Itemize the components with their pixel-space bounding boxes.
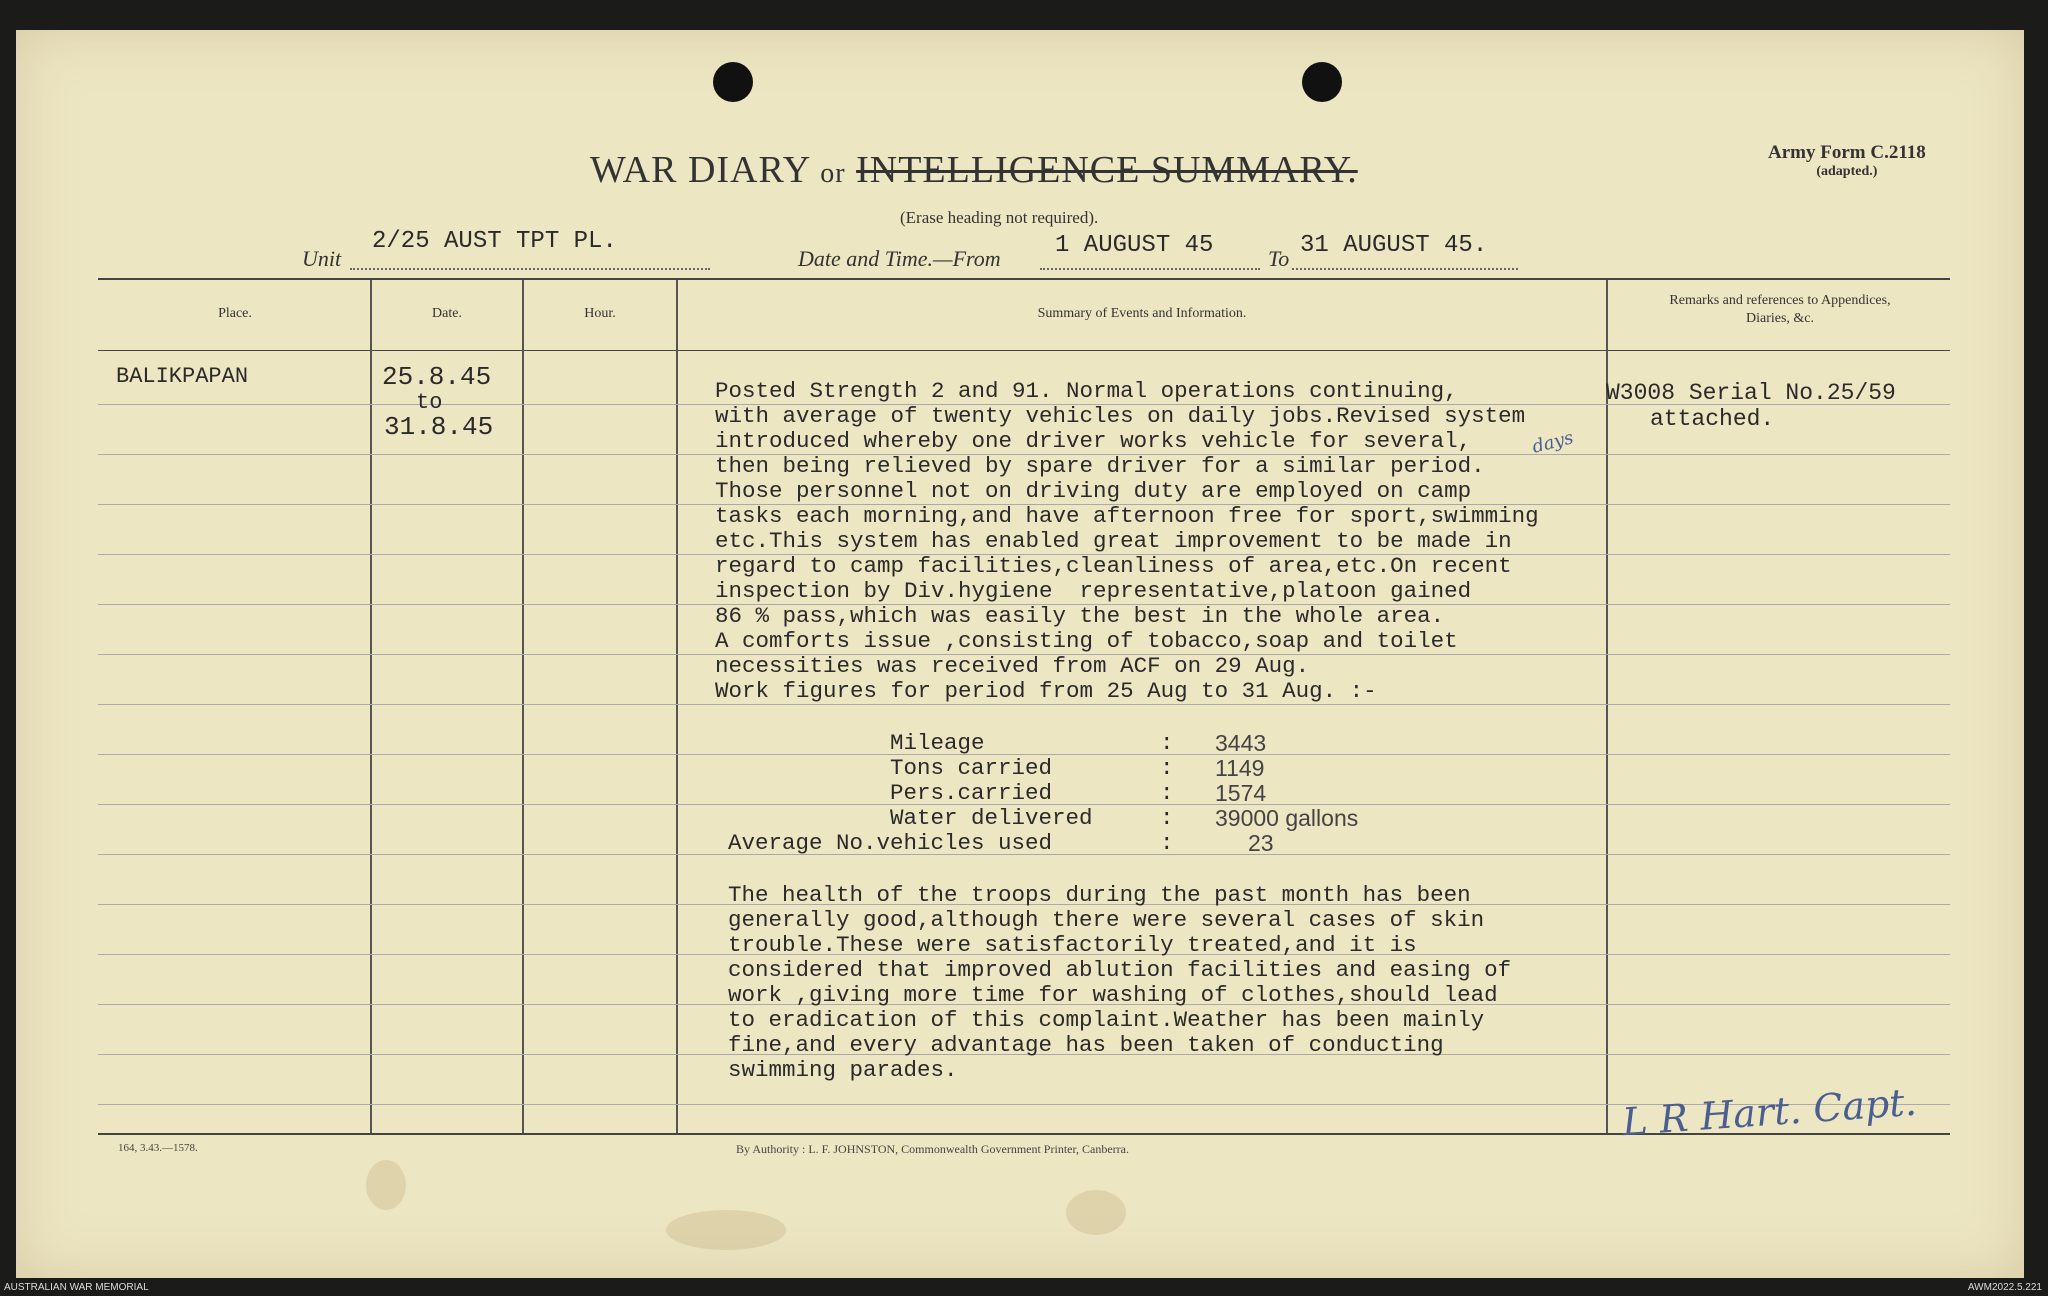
col-divider [522, 280, 524, 1133]
health-line: fine,and every advantage has been taken of conducting [728, 1032, 1444, 1058]
col-header-place: Place. [218, 306, 252, 321]
summary-line: necessities was received from ACF on 29 Aug. [715, 653, 1310, 679]
summary-line: introduced whereby one driver works vehicle for several, [715, 428, 1472, 454]
ruled-line [98, 704, 1950, 705]
date-to-value: 31 AUGUST 45. [1300, 232, 1488, 259]
to-label: To [1268, 246, 1290, 271]
col-header-remarks: Remarks and references to Appendices, Diaries, &c. [1669, 293, 1891, 326]
entry-date-from: 25.8.45 [382, 362, 492, 392]
erase-note: (Erase heading not required). [900, 208, 1099, 227]
summary-line: with average of twenty vehicles on daily jobs.Revised system [715, 403, 1526, 429]
stat-value-tons: 1149 [1215, 755, 1265, 781]
entry-date-to-word: to [416, 390, 443, 415]
table-header-border [98, 350, 1950, 351]
archive-accession-number: AWM2022.5.221 [1967, 1282, 2042, 1293]
army-form-id [1768, 142, 1926, 180]
title-intelligence-summary-struck: INTELLIGENCE SUMMARY. [856, 149, 1358, 191]
table-top-border [98, 278, 1950, 280]
health-line: work ,giving more time for washing of clothes,should lead [728, 982, 1498, 1008]
summary-line: A comforts issue ,consisting of tobacco,soap and toilet [715, 628, 1458, 654]
title-war-diary: WAR DIARY [590, 149, 810, 191]
form-title [590, 148, 1358, 192]
col-divider [676, 280, 678, 1133]
summary-line: etc.This system has enabled great improvement to be made in [715, 528, 1512, 554]
entry-date-to: 31.8.45 [384, 412, 494, 442]
army-form-number: Army Form C.2118 [1768, 142, 1926, 163]
summary-line: Work figures for period from 25 Aug to 31 Aug. :- [715, 678, 1377, 704]
summary-line: inspection by Div.hygiene representative,platoon gained [715, 578, 1472, 604]
printer-authority: By Authority : L. F. JOHNSTON, Commonwealth Government Printer, Canberra. [736, 1142, 1129, 1156]
col-header-summary: Summary of Events and Information. [1037, 306, 1247, 321]
summary-line: Those personnel not on driving duty are employed on camp [715, 478, 1472, 504]
unit-value: 2/25 AUST TPT PL. [372, 228, 617, 255]
stat-label-pers: Pers.carried [890, 780, 1053, 806]
stat-colon: : [1160, 730, 1174, 756]
health-line: trouble.These were satisfactorily treated,and it is [728, 932, 1417, 958]
title-or: or [820, 158, 846, 189]
health-line: generally good,although there were several cases of skin [728, 907, 1485, 933]
stat-label-mileage: Mileage [890, 730, 985, 756]
remarks-attached: attached. [1650, 406, 1775, 432]
army-form-adapted: (adapted.) [1816, 164, 1878, 179]
entry-place: BALIKPAPAN [116, 364, 249, 389]
health-line: considered that improved ablution facilities and easing of [728, 957, 1512, 983]
punch-hole [1302, 62, 1342, 102]
date-from-value: 1 AUGUST 45 [1055, 232, 1214, 259]
health-line: swimming parades. [728, 1057, 958, 1083]
punch-hole [713, 62, 753, 102]
print-code: 164, 3.43.—1578. [118, 1142, 198, 1154]
health-line: The health of the troops during the past month has been [728, 882, 1471, 908]
officer-signature: L R Hart. Capt. [1620, 1079, 1918, 1145]
paper-stain [366, 1160, 406, 1210]
col-divider [1606, 280, 1608, 1133]
stat-colon: : [1160, 830, 1174, 856]
col-header-date: Date. [432, 306, 462, 321]
stat-colon: : [1160, 805, 1174, 831]
stat-value-vehicles: 23 [1248, 830, 1274, 856]
col-divider [370, 280, 372, 1133]
col-header-hour: Hour. [584, 306, 616, 321]
unit-label: Unit [302, 246, 342, 271]
stat-colon: : [1160, 780, 1174, 806]
summary-line: then being relieved by spare driver for a similar period. [715, 453, 1485, 479]
date-to-dotted-line [1292, 268, 1518, 270]
summary-line: tasks each morning,and have afternoon free for sport,swimming [715, 503, 1539, 529]
stat-label-vehicles: Average No.vehicles used [728, 830, 1053, 856]
stat-value-pers: 1574 [1215, 780, 1267, 806]
stat-label-water: Water delivered [890, 805, 1093, 831]
stat-value-mileage: 3443 [1215, 730, 1267, 756]
date-label: Date and Time.—From [798, 246, 1001, 271]
unit-dotted-line [350, 268, 710, 270]
summary-line: Posted Strength 2 and 91. Normal operations continuing, [715, 378, 1458, 404]
summary-line: regard to camp facilities,cleanliness of area,etc.On recent [715, 553, 1512, 579]
paper-stain [666, 1210, 786, 1250]
summary-line: 86 % pass,which was easily the best in the whole area. [715, 603, 1445, 629]
stat-colon: : [1160, 755, 1174, 781]
handwritten-insert-days: days [1530, 427, 1576, 458]
stat-label-tons: Tons carried [890, 755, 1053, 781]
health-line: to eradication of this complaint.Weather has been mainly [728, 1007, 1485, 1033]
date-from-dotted-line [1040, 268, 1260, 270]
archive-credit: AUSTRALIAN WAR MEMORIAL [4, 1282, 149, 1293]
stat-value-water: 39000 gallons [1215, 805, 1359, 831]
remarks-reference: W3008 Serial No.25/59 [1606, 380, 1896, 406]
paper-stain [1066, 1190, 1126, 1235]
